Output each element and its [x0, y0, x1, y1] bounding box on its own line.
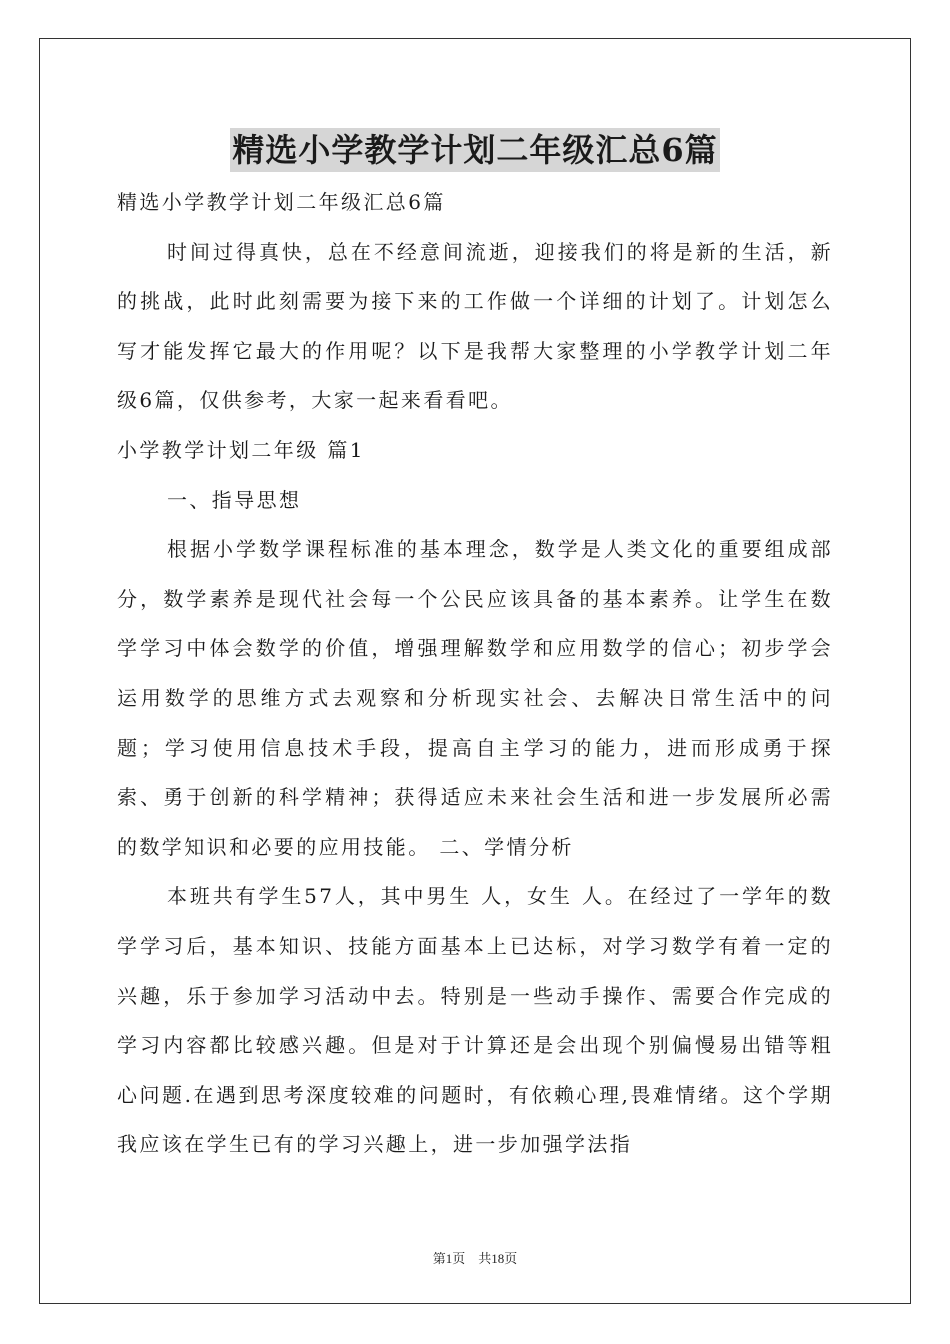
- document-body: [117, 128, 833, 1170]
- heading-guiding-ideology: 一、指导思想: [167, 487, 302, 512]
- page-footer: 第1页 共18页: [432, 1251, 518, 1266]
- paragraph-guiding-ideology: 根据小学数学课程标准的基本理念，数学是人类文化的重要组成部分，数学素养是现代社会每一个公民应该具备的基本素养。让学生在数学学习中体会数学的价值，增强理解数学和应用数学的信心；初步学会运用数学的思维方式去观察和分析现实社会、去解决日常生活中的问题；学习使用信息技术手段，提高自主学习的能力，进而形成勇于探索、勇于创新的科学精神；获得适应未来社会生活和进一步发展所必需的数学知识和必要的应用技能。 二、学情分析: [117, 537, 833, 859]
- document-subtitle: 精选小学教学计划二年级汇总6篇: [117, 190, 446, 214]
- title-container: [117, 128, 833, 172]
- document-title: 精选小学教学计划二年级汇总6篇: [230, 128, 719, 172]
- section-heading: 小学教学计划二年级 篇1: [117, 437, 365, 462]
- paragraph-student-analysis: 本班共有学生57人，其中男生 人，女生 人。在经过了一学年的数学学习后，基本知识、技能方面基本上已达标，对学习数学有着一定的兴趣，乐于参加学习活动中去。特别是一些动手操作、需要合作完成的学习内容都比较感兴趣。但是对于计算还是会出现个别偏慢易出错等粗心问题.在遇到思考深度较难的问题时，有依赖心理,畏难情绪。这个学期我应该在学生已有的学习兴趣上，进一步加强学法指: [117, 884, 833, 1157]
- intro-paragraph: 时间过得真快，总在不经意间流逝，迎接我们的将是新的生活，新的挑战，此时此刻需要为接下来的工作做一个详细的计划了。计划怎么写才能发挥它最大的作用呢？以下是我帮大家整理的小学教学计划二年级6篇，仅供参考，大家一起来看看吧。: [117, 239, 833, 413]
